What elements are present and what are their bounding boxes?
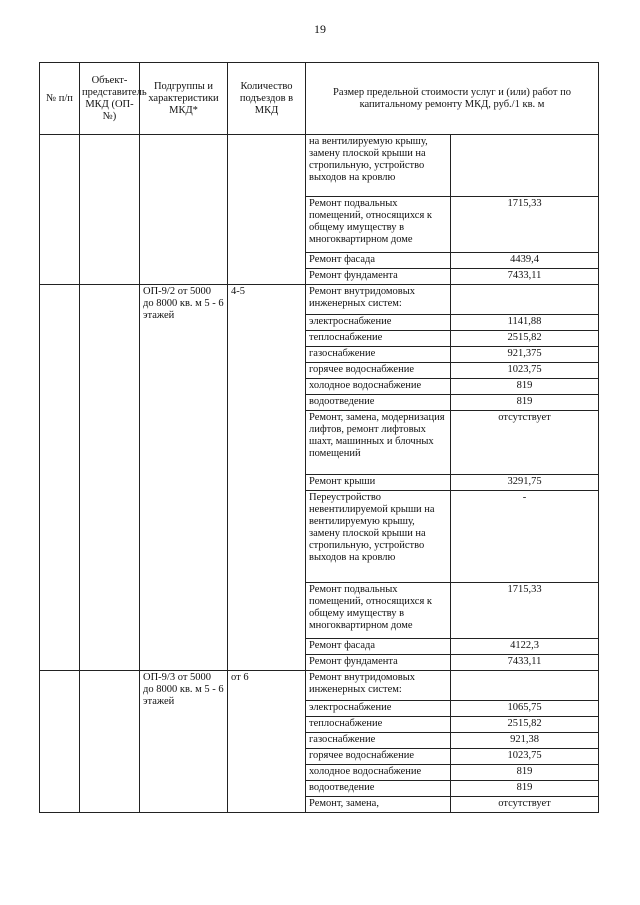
work-description: водоотведение: [306, 395, 451, 411]
cost-value: 819: [451, 395, 599, 411]
work-description: Ремонт фасада: [306, 639, 451, 655]
work-description: холодное водоснабжение: [306, 765, 451, 781]
work-description: горячее водоснабжение: [306, 749, 451, 765]
cost-value: -: [451, 491, 599, 583]
cost-value: 1715,33: [451, 583, 599, 639]
header-num: № п/п: [40, 63, 80, 135]
work-description: холодное водоснабжение: [306, 379, 451, 395]
num-cell: [40, 671, 80, 813]
cost-value: 1023,75: [451, 749, 599, 765]
cost-value: [451, 135, 599, 197]
work-description: Ремонт подвальных помещений, относящихся к общему имуществу в многоквартирном доме: [306, 583, 451, 639]
subgroup-cell: ОП-9/3 от 5000 до 8000 кв. м 5 - 6 этажей: [140, 671, 228, 813]
cost-value: отсутствует: [451, 411, 599, 475]
cost-value: 1715,33: [451, 197, 599, 253]
work-description: Ремонт фундамента: [306, 655, 451, 671]
header-cost: Размер предельной стоимости услуг и (или) работ по капитальному ремонту МКД, руб./1 кв. м: [306, 63, 599, 135]
header-row: [40, 63, 599, 135]
cost-value: 921,375: [451, 347, 599, 363]
cost-value: 1141,88: [451, 315, 599, 331]
header-entrances: Количество подъездов в МКД: [228, 63, 306, 135]
work-description: Переустройство невентилируемой крыши на вентилируемую крышу, замену плоской крыши на стропильную, устройство выходов на кровлю: [306, 491, 451, 583]
cost-value: 7433,11: [451, 655, 599, 671]
cost-value: [451, 671, 599, 701]
subgroup-cell: ОП-9/2 от 5000 до 8000 кв. м 5 - 6 этажей: [140, 285, 228, 671]
cost-value: 4122,3: [451, 639, 599, 655]
num-cell: [40, 135, 80, 285]
cost-value: отсутствует: [451, 797, 599, 813]
cost-value: 819: [451, 379, 599, 395]
work-description: Ремонт фундамента: [306, 269, 451, 285]
cost-value: 4439,4: [451, 253, 599, 269]
work-description: электроснабжение: [306, 315, 451, 331]
entrances-cell: 4-5: [228, 285, 306, 671]
work-description: Ремонт внутридомовых инженерных систем:: [306, 285, 451, 315]
work-description: Ремонт крыши: [306, 475, 451, 491]
table-row: [40, 135, 599, 197]
cost-value: 1023,75: [451, 363, 599, 379]
page-number: 19: [314, 22, 326, 36]
table-row: [40, 285, 599, 315]
cost-value: 2515,82: [451, 331, 599, 347]
header-subgroup: Подгруппы и характеристики МКД*: [140, 63, 228, 135]
num-cell: [40, 285, 80, 671]
work-description: Ремонт, замена, модернизация лифтов, ремонт лифтовых шахт, машинных и блочных помещений: [306, 411, 451, 475]
cost-table: [39, 62, 599, 813]
cost-value: [451, 285, 599, 315]
header-object: Объект-представитель МКД (ОП-№): [80, 63, 140, 135]
work-description: электроснабжение: [306, 701, 451, 717]
work-description: теплоснабжение: [306, 717, 451, 733]
work-description: горячее водоснабжение: [306, 363, 451, 379]
cost-value: 7433,11: [451, 269, 599, 285]
object-cell: [80, 135, 140, 285]
subgroup-cell: [140, 135, 228, 285]
cost-value: 921,38: [451, 733, 599, 749]
work-description: газоснабжение: [306, 733, 451, 749]
object-cell: [80, 285, 140, 671]
cost-value: 1065,75: [451, 701, 599, 717]
work-description: газоснабжение: [306, 347, 451, 363]
cost-value: 3291,75: [451, 475, 599, 491]
entrances-cell: от 6: [228, 671, 306, 813]
work-description: Ремонт внутридомовых инженерных систем:: [306, 671, 451, 701]
work-description: водоотведение: [306, 781, 451, 797]
work-description: Ремонт фасада: [306, 253, 451, 269]
object-cell: [80, 671, 140, 813]
cost-value: 819: [451, 781, 599, 797]
cost-value: 819: [451, 765, 599, 781]
entrances-cell: [228, 135, 306, 285]
work-description: Ремонт, замена,: [306, 797, 451, 813]
cost-value: 2515,82: [451, 717, 599, 733]
work-description: теплоснабжение: [306, 331, 451, 347]
work-description: Ремонт подвальных помещений, относящихся к общему имуществу в многоквартирном доме: [306, 197, 451, 253]
table-row: [40, 671, 599, 701]
work-description: на вентилируемую крышу, замену плоской крыши на стропильную, устройство выходов на кровлю: [306, 135, 451, 197]
